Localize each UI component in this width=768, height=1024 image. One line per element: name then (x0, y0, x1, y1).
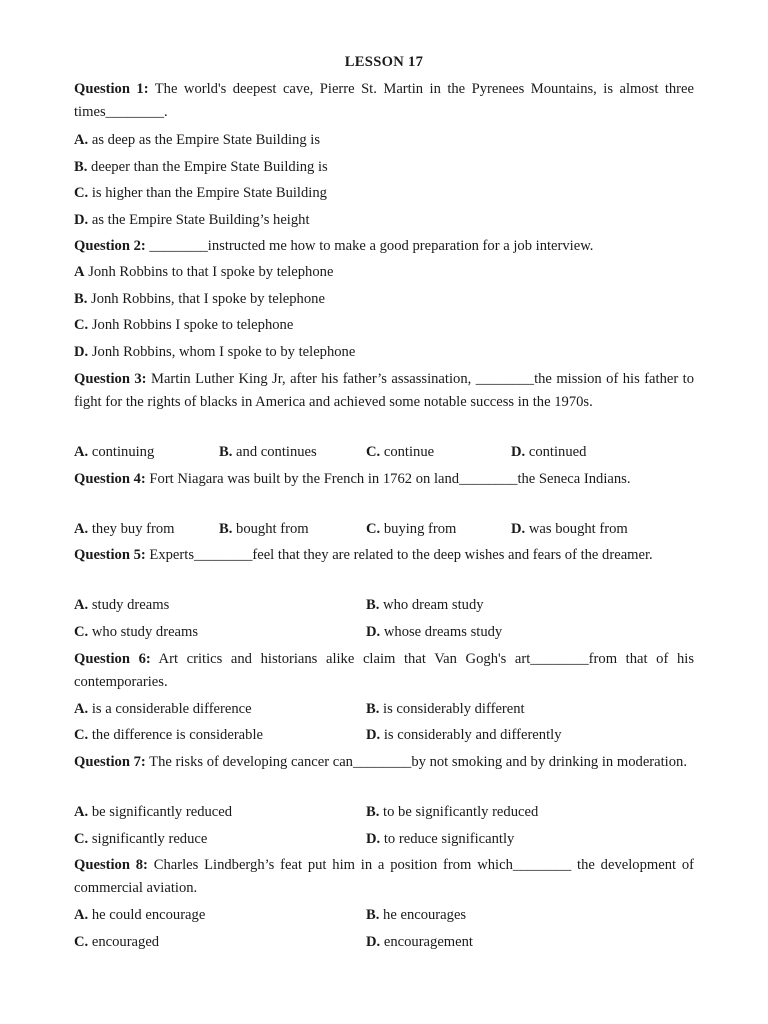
option-letter: D. (366, 727, 381, 743)
option-text: whose dreams study (380, 624, 503, 640)
option-letter: C. (74, 317, 89, 333)
option-text: is higher than the Empire State Building (88, 185, 327, 201)
option-b (366, 594, 484, 617)
question-5 (74, 544, 694, 567)
option-a (74, 129, 320, 152)
question-1 (74, 78, 694, 124)
question-text: Charles Lindbergh’s feat put him in a position from which________ the development of commercial aviation. (74, 857, 695, 896)
question-text: ________instructed me how to make a good preparation for a job interview. (145, 238, 594, 254)
option-b (366, 698, 525, 721)
question-3 (74, 368, 694, 414)
option-letter: C. (74, 727, 89, 743)
option-letter: D. (366, 934, 381, 950)
option-text: who study dreams (88, 624, 199, 640)
option-c (366, 518, 456, 541)
option-a (74, 904, 205, 927)
option-text: buying from (380, 521, 457, 537)
option-text: Jonh Robbins to that I spoke by telephone (84, 264, 334, 280)
option-text: be significantly reduced (88, 804, 233, 820)
option-text: and continues (232, 444, 317, 460)
option-d (511, 441, 586, 464)
option-b (366, 904, 466, 927)
option-letter: A. (74, 521, 89, 537)
option-letter: C. (74, 831, 89, 847)
option-letter: C. (366, 521, 381, 537)
option-letter: B. (219, 521, 233, 537)
option-letter: D. (74, 344, 89, 360)
option-letter: D. (511, 521, 526, 537)
option-letter: C. (74, 185, 89, 201)
option-letter: B. (366, 804, 380, 820)
question-label: Question 5: (74, 547, 146, 563)
option-letter: A. (74, 597, 89, 613)
option-b (219, 518, 309, 541)
option-d (366, 931, 473, 954)
option-text: Jonh Robbins, whom I spoke to by telephone (88, 344, 356, 360)
option-a (74, 594, 169, 617)
option-b (366, 801, 538, 824)
option-d (366, 828, 514, 851)
option-c (366, 441, 434, 464)
question-label: Question 4: (74, 471, 146, 487)
question-text: Experts________feel that they are related to the deep wishes and fears of the dreamer. (145, 547, 653, 563)
option-text: who dream study (379, 597, 484, 613)
question-8 (74, 854, 694, 900)
option-text: deeper than the Empire State Building is (87, 159, 328, 175)
option-c (74, 314, 293, 337)
option-letter: B. (219, 444, 233, 460)
question-6 (74, 648, 694, 694)
option-text: Jonh Robbins I spoke to telephone (88, 317, 294, 333)
option-letter: A. (74, 907, 89, 923)
option-a (74, 518, 175, 541)
option-d (366, 621, 502, 644)
option-b (219, 441, 317, 464)
option-letter: C. (74, 934, 89, 950)
option-letter: A. (74, 132, 89, 148)
option-letter: A. (74, 701, 89, 717)
option-a (74, 441, 154, 464)
option-d (74, 209, 310, 232)
option-d (74, 341, 355, 364)
option-text: as the Empire State Building’s height (88, 212, 310, 228)
option-text: he encourages (379, 907, 467, 923)
option-text: was bought from (525, 521, 628, 537)
option-letter: B. (366, 907, 380, 923)
option-a (74, 261, 333, 284)
option-d (511, 518, 628, 541)
question-text: Art critics and historians alike claim that Van Gogh's art________from that of his contemporaries. (74, 651, 694, 690)
question-text: Martin Luther King Jr, after his father’s assassination, ________the mission of his father to fight for the rights of blacks in America and achieved some notable success in the 1970s. (74, 371, 694, 410)
option-text: as deep as the Empire State Building is (88, 132, 321, 148)
option-text: they buy from (88, 521, 175, 537)
option-text: he could encourage (88, 907, 206, 923)
question-2 (74, 235, 694, 258)
option-text: encouraged (88, 934, 160, 950)
option-a (74, 698, 252, 721)
option-letter: D. (366, 624, 381, 640)
option-text: is a considerable difference (88, 701, 252, 717)
option-c (74, 724, 263, 747)
question-7 (74, 751, 694, 774)
question-4 (74, 468, 694, 491)
option-letter: C. (366, 444, 381, 460)
question-label: Question 1: (74, 81, 149, 97)
option-c (74, 931, 159, 954)
option-text: study dreams (88, 597, 170, 613)
option-letter: A. (74, 804, 89, 820)
option-text: to be significantly reduced (379, 804, 539, 820)
option-letter: B. (74, 291, 88, 307)
option-letter: B. (366, 597, 380, 613)
question-label: Question 8: (74, 857, 148, 873)
option-c (74, 621, 198, 644)
question-label: Question 2: (74, 238, 146, 254)
option-letter: D. (366, 831, 381, 847)
option-text: the difference is considerable (88, 727, 263, 743)
question-text: Fort Niagara was built by the French in 1762 on land________the Seneca Indians. (145, 471, 631, 487)
option-d (366, 724, 562, 747)
option-letter: C. (74, 624, 89, 640)
lesson-title: LESSON 17 (344, 54, 424, 70)
option-b (74, 288, 325, 311)
question-label: Question 6: (74, 651, 151, 667)
option-text: continue (380, 444, 435, 460)
question-label: Question 3: (74, 371, 147, 387)
question-text: The world's deepest cave, Pierre St. Martin in the Pyrenees Mountains, is almost three times________. (74, 81, 695, 120)
option-letter: A. (74, 444, 89, 460)
option-text: encouragement (380, 934, 473, 950)
question-text: The risks of developing cancer can________by not smoking and by drinking in moderation. (145, 754, 687, 770)
option-text: to reduce significantly (380, 831, 515, 847)
option-text: is considerably different (379, 701, 525, 717)
option-letter: A (74, 264, 85, 280)
option-c (74, 828, 207, 851)
option-b (74, 156, 328, 179)
option-letter: B. (74, 159, 88, 175)
option-text: significantly reduce (88, 831, 208, 847)
option-letter: D. (74, 212, 89, 228)
option-letter: B. (366, 701, 380, 717)
option-text: is considerably and differently (380, 727, 562, 743)
option-letter: D. (511, 444, 526, 460)
option-text: bought from (232, 521, 309, 537)
option-text: continuing (88, 444, 155, 460)
option-text: continued (525, 444, 587, 460)
question-label: Question 7: (74, 754, 146, 770)
option-text: Jonh Robbins, that I spoke by telephone (87, 291, 325, 307)
option-c (74, 182, 327, 205)
option-a (74, 801, 232, 824)
